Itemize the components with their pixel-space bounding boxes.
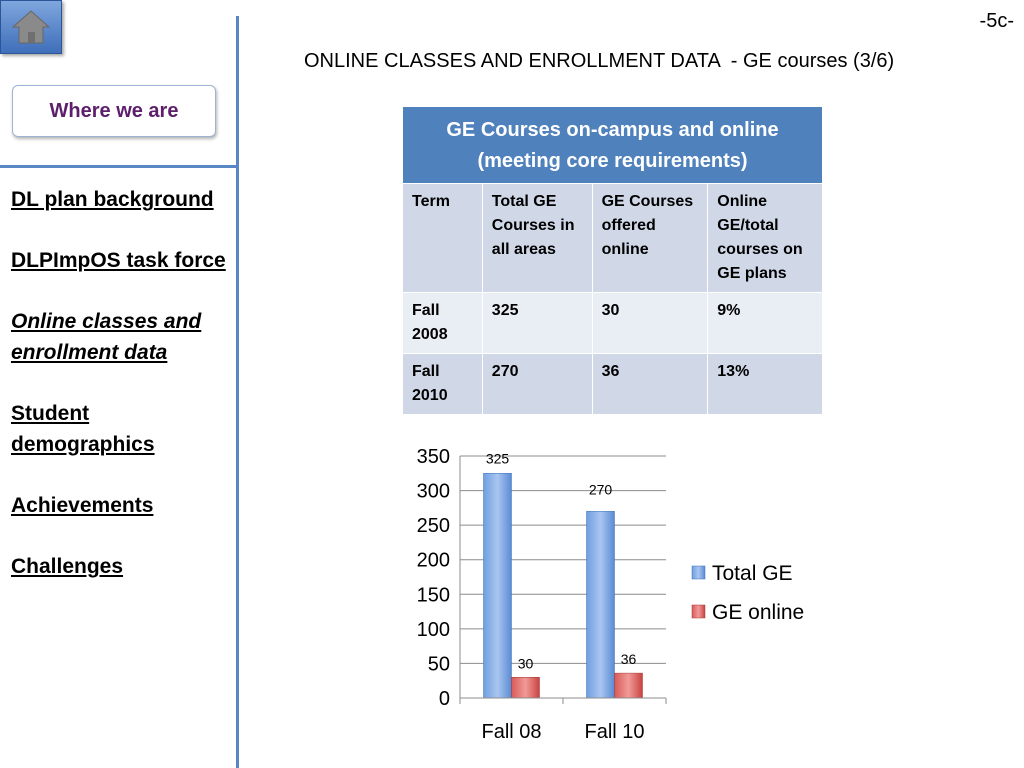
y-tick-label: 100 (416, 618, 450, 641)
table-cell: 9% (708, 293, 823, 354)
where-we-are-button[interactable]: Where we are (12, 85, 216, 137)
nav-online-classes[interactable]: Online classes and enrollment data (11, 310, 202, 364)
y-tick-label: 250 (416, 515, 450, 538)
nav-achievements[interactable]: Achievements (11, 494, 154, 517)
home-icon (11, 8, 51, 46)
bar (484, 473, 512, 698)
nav-dlpimpos-task-force[interactable]: DLPImpOS task force (11, 249, 226, 272)
bar (587, 511, 615, 698)
vertical-divider (236, 16, 239, 768)
data-label: 30 (517, 655, 534, 672)
column-header: GE Courses offered online (592, 184, 708, 293)
y-tick-label: 150 (416, 584, 450, 607)
table-column-headers (403, 184, 823, 293)
x-tick-label: Fall 10 (584, 721, 645, 743)
home-button[interactable] (0, 0, 62, 54)
y-tick-label: 350 (416, 446, 450, 468)
table-cell: 36 (592, 354, 708, 415)
legend-label: GE online (712, 601, 805, 624)
sidebar-nav (11, 184, 231, 612)
nav-dl-plan-background[interactable]: DL plan background (11, 188, 214, 211)
legend-label: Total GE (712, 562, 793, 585)
data-label: 270 (588, 481, 613, 498)
data-label: 325 (485, 450, 510, 467)
table-row (403, 293, 823, 354)
page-number: -5c- (979, 10, 1014, 32)
table-cell: Fall 2010 (403, 354, 483, 415)
table-cell: 270 (482, 354, 592, 415)
table-row (403, 354, 823, 415)
nav-challenges[interactable]: Challenges (11, 555, 124, 578)
column-header: Online GE/total courses on GE plans (708, 184, 823, 293)
table-cell: 13% (708, 354, 823, 415)
ge-courses-table (402, 106, 823, 415)
y-tick-label: 300 (416, 480, 450, 503)
ge-courses-bar-chart (400, 440, 830, 750)
table-header: GE Courses on-campus and online (meeting core requirements) (403, 107, 823, 184)
legend-swatch (692, 566, 705, 579)
legend-swatch (692, 605, 705, 618)
y-tick-label: 200 (416, 549, 450, 572)
horizontal-divider (0, 165, 236, 168)
table-cell: Fall 2008 (403, 293, 483, 354)
y-tick-label: 0 (438, 688, 450, 710)
table-cell: 30 (592, 293, 708, 354)
column-header: Total GE Courses in all areas (482, 184, 592, 293)
y-tick-label: 50 (427, 653, 450, 676)
page-title: ONLINE CLASSES AND ENROLLMENT DATA - GE courses (3/6) (304, 50, 895, 72)
nav-student-demographics[interactable]: Student demographics (11, 402, 155, 456)
bar (512, 677, 540, 698)
data-label: 36 (620, 651, 637, 668)
x-tick-label: Fall 08 (481, 721, 542, 743)
bar (615, 673, 643, 698)
table-cell: 325 (482, 293, 592, 354)
column-header: Term (403, 184, 483, 293)
